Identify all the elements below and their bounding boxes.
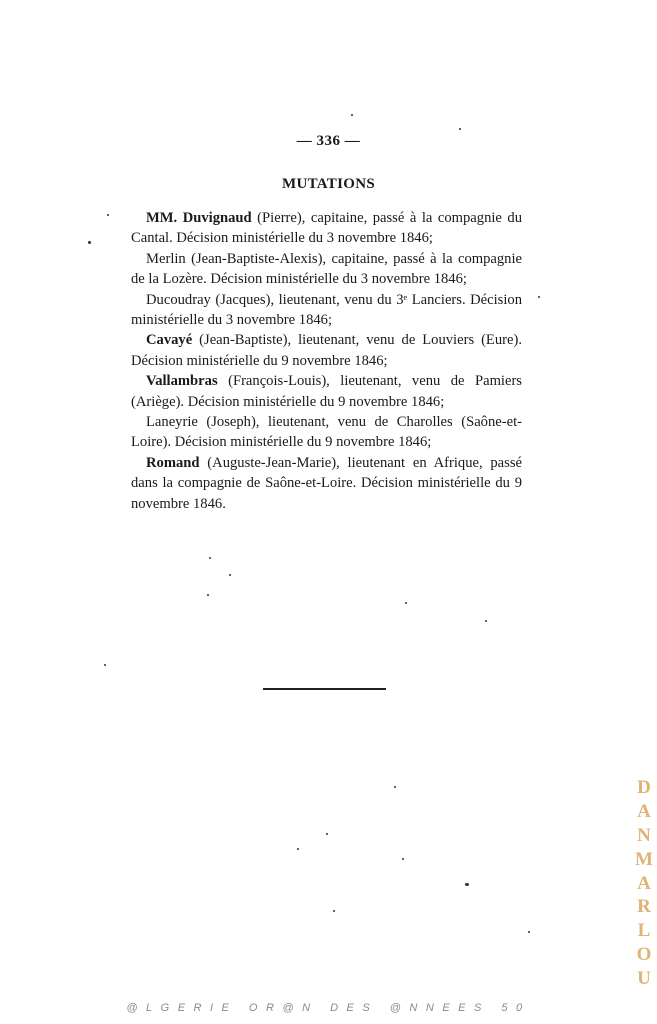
scan-speck: [88, 241, 91, 244]
scan-speck: [459, 128, 461, 130]
entry-name: Merlin: [146, 250, 186, 267]
section-heading: MUTATIONS: [282, 176, 375, 192]
entry-text: (Auguste-Jean-Marie), lieutenant en Afrique, passé dans la compagnie de Saône-et-Loire. Décision ministérielle du 9 novembre 1846.: [131, 454, 522, 512]
scan-speck: [333, 910, 335, 912]
list-item: [131, 412, 522, 453]
list-item: [131, 371, 522, 412]
list-item: [131, 290, 522, 331]
entry-name: MM. Duvignaud: [146, 210, 252, 226]
scan-speck: [104, 664, 106, 666]
watermark-letter: M: [635, 848, 653, 870]
watermark: [630, 778, 657, 988]
watermark-letter: D: [637, 777, 651, 798]
scan-speck: [405, 602, 407, 604]
scan-speck: [229, 574, 231, 576]
entry-text: (François-Louis), lieutenant, venu de Pamiers (Ariège). Décision ministérielle du 9 novembre 1846;: [131, 373, 522, 410]
scan-speck: [485, 620, 487, 622]
watermark-letter: R: [637, 896, 651, 918]
scan-speck: [394, 786, 396, 788]
entry-text: (Pierre), capitaine, passé à la compagnie du Cantal. Décision ministérielle du 3 novembre 1846;: [131, 210, 523, 247]
scan-speck: [528, 931, 530, 933]
entry-name: Romand: [146, 454, 200, 471]
entry-text: (Jean-Baptiste-Alexis), capitaine, passé à la compagnie de la Lozère. Décision ministérielle du 3 novembre 1846;: [131, 250, 522, 288]
entry-name: Ducoudray: [146, 291, 211, 308]
watermark-letter: L: [637, 920, 651, 942]
page-number: — 336 —: [296, 133, 361, 149]
entry-text: (Jacques), lieutenant, venu du 3ᵉ Lanciers. Décision ministérielle du 3 novembre 1846;: [131, 291, 522, 329]
scan-speck: [538, 296, 540, 298]
list-item: [131, 208, 522, 249]
scan-speck: [297, 848, 299, 850]
list-item: [131, 330, 522, 371]
entry-name: Vallambras: [146, 373, 218, 390]
scan-speck: [402, 858, 404, 860]
mutations-list: [131, 208, 522, 514]
scan-speck: [326, 833, 328, 835]
watermark-letter: A: [637, 800, 651, 822]
entry-text: (Joseph), lieutenant, venu de Charolles (Saône-et-Loire). Décision ministérielle du 9 novembre 1846;: [131, 414, 522, 451]
scan-speck: [207, 594, 209, 596]
entry-name: Cavayé: [146, 332, 193, 349]
watermark-letter: N: [637, 824, 651, 846]
list-item: [131, 453, 522, 514]
footer-caption: @LGERIE OR@N DES @NNEES 50: [126, 1002, 531, 1014]
entry-name: Laneyrie: [146, 414, 198, 431]
scan-speck: [107, 214, 109, 216]
scan-speck: [465, 883, 469, 886]
scan-speck: [209, 557, 211, 559]
watermark-letter: A: [637, 872, 651, 894]
list-item: [131, 249, 522, 290]
entry-text: (Jean-Baptiste), lieutenant, venu de Louviers (Eure). Décision ministérielle du 9 novembre 1846;: [131, 332, 522, 369]
watermark-letter: O: [636, 944, 652, 966]
watermark-letter: U: [637, 968, 651, 989]
scan-speck: [351, 114, 353, 116]
section-divider: [263, 688, 386, 690]
